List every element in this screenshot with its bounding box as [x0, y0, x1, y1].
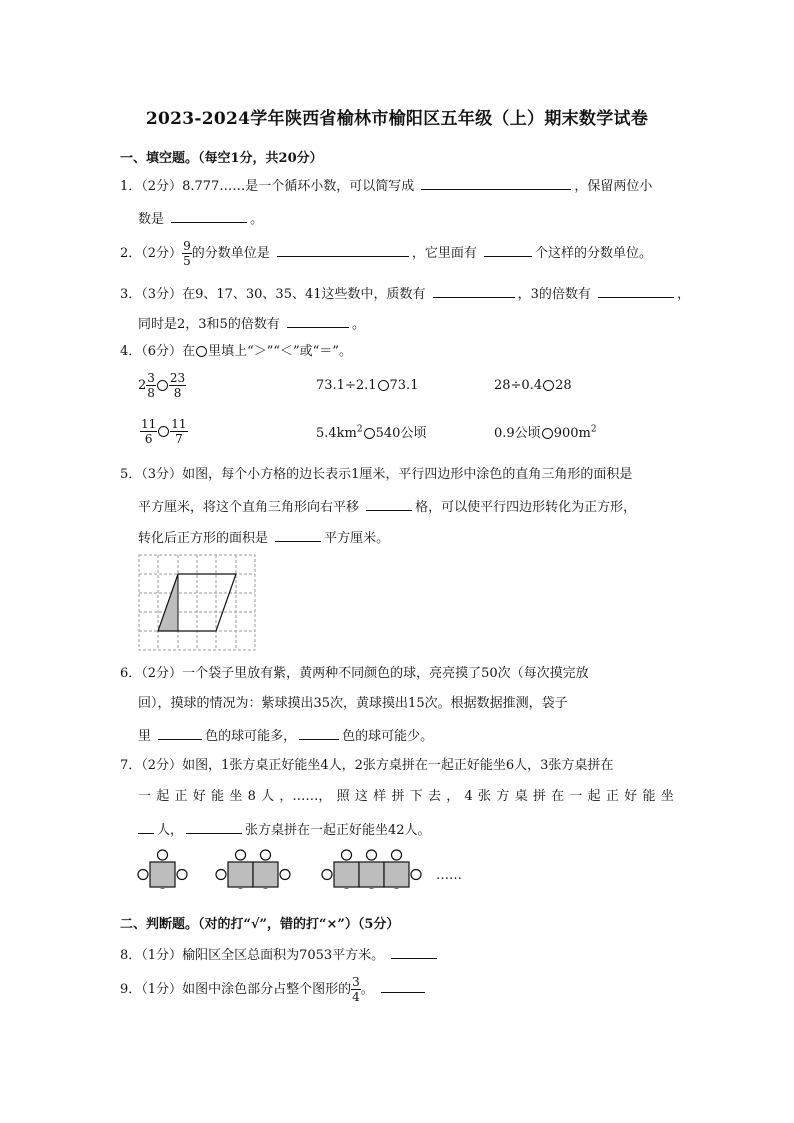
- question-6-line-1: [120, 665, 589, 683]
- question-number: 5．: [120, 467, 142, 482]
- question-text: 榆阳区全区总面积为7053平方米。: [182, 948, 385, 963]
- answer-blank[interactable]: [138, 819, 154, 834]
- question-text: 格，可以使平行四边形转化为正方形，: [415, 500, 637, 515]
- question-text: 平方厘米。: [324, 531, 390, 546]
- section-heading-true-false: 二、判断题。（对的打“√”，错的打“×”）（5分）: [120, 917, 400, 932]
- question-4: [120, 343, 352, 361]
- question-text: 数是: [138, 212, 165, 227]
- question-6-line-2: [138, 695, 568, 713]
- parallelogram-grid-figure: [138, 554, 256, 651]
- question-text-char: 好: [192, 789, 206, 804]
- compare-item-6: 0.9公顷 $900m^2$: [494, 424, 597, 441]
- question-text-char: 桌: [514, 789, 528, 804]
- fraction: $\frac{11}{7}$: [171, 417, 187, 446]
- question-text: 回），摸球的情况为：紫球摸出35次，黄球摸出15次。根据数据推测，袋子: [138, 696, 568, 711]
- question-text: 的分数单位是: [191, 246, 270, 261]
- question-text: 。: [351, 317, 365, 332]
- question-text: 一个袋子里放有紫，黄两种不同颜色的球，亮亮摸了50次（每次摸完放: [182, 666, 589, 681]
- question-text: 转化后正方形的面积是: [138, 531, 269, 546]
- two-tables: [216, 850, 290, 889]
- question-number: 3．: [120, 287, 142, 302]
- question-text: 如图，每个小方格的边长表示1厘米，平行四边形中涂色的直角三角形的面积是: [182, 467, 633, 482]
- question-number: 6．: [120, 666, 142, 681]
- question-number: 1．: [120, 179, 142, 194]
- question-text-char: 拼: [391, 789, 405, 804]
- dashed-grid: [139, 555, 255, 650]
- question-text: 里填上“＞”“＜”或“＝”。: [208, 344, 352, 359]
- question-text: 在: [182, 344, 196, 359]
- question-text: 人，: [157, 823, 184, 838]
- question-text-char: 拼: [532, 789, 546, 804]
- question-score: （1分）: [141, 982, 183, 997]
- fraction: $\frac{11}{6}$: [141, 417, 157, 446]
- answer-blank[interactable]: [381, 978, 425, 993]
- question-score: （2分）: [141, 246, 183, 261]
- question-text: 。: [360, 982, 374, 997]
- answer-blank[interactable]: [391, 944, 437, 959]
- question-text-char: 照: [336, 789, 350, 804]
- question-text-char: 一: [569, 789, 583, 804]
- question-text-char: 下: [409, 789, 423, 804]
- compare-circle[interactable]: [542, 428, 553, 439]
- question-1-line-2: [138, 208, 263, 229]
- question-5-line-2: [138, 496, 636, 517]
- question-text: 在9、17、30、35、41这些数中，质数有: [182, 287, 426, 302]
- question-5-line-3: [138, 527, 389, 548]
- whole-number: 2: [138, 378, 147, 393]
- question-6-line-3: [138, 725, 433, 746]
- fraction: $\frac{3}{8}$: [147, 371, 155, 400]
- circle-icon: [196, 346, 207, 357]
- question-9: [120, 976, 428, 1003]
- question-text-char: 起: [587, 789, 601, 804]
- fraction: $\frac{9}{5}$: [183, 239, 191, 268]
- question-text-char: 4: [464, 789, 473, 804]
- question-text: ，它里面有: [411, 246, 477, 261]
- answer-blank[interactable]: [299, 725, 339, 740]
- answer-blank[interactable]: [484, 242, 532, 257]
- three-tables: [322, 850, 421, 889]
- question-text-char: 正: [174, 789, 188, 804]
- question-text: 平方厘米，将这个直角三角形向右平移: [138, 500, 360, 515]
- question-text-char: 这: [354, 789, 368, 804]
- fraction: $\frac{23}{8}$: [169, 371, 186, 400]
- compare-circle[interactable]: [364, 428, 375, 439]
- question-score: （2分）: [141, 758, 183, 773]
- question-number: 2．: [120, 246, 142, 261]
- answer-blank[interactable]: [598, 283, 674, 298]
- question-text-char: 能: [211, 789, 225, 804]
- question-3-line-1: [120, 283, 690, 304]
- page-title: 2023-2024学年陕西省榆林市榆阳区五年级（上）期末数学试卷: [145, 109, 649, 129]
- answer-blank[interactable]: [433, 283, 515, 298]
- question-text-char: ，: [446, 789, 460, 804]
- question-text: 。: [250, 212, 264, 227]
- question-number: 4．: [120, 344, 142, 359]
- answer-blank[interactable]: [275, 527, 321, 542]
- question-text-char: 在: [551, 789, 565, 804]
- one-table: [138, 850, 187, 889]
- question-text-char: 能: [642, 789, 656, 804]
- answer-blank[interactable]: [158, 725, 202, 740]
- compare-circle[interactable]: [158, 426, 169, 437]
- fraction: $\frac{3}{4}$: [352, 975, 360, 1004]
- question-text-char: 坐: [660, 789, 674, 804]
- compare-circle[interactable]: [157, 380, 168, 391]
- question-score: （2分）: [141, 666, 183, 681]
- question-text: 个这样的分数单位。: [535, 246, 653, 261]
- compare-item-3: 28÷0.4 28: [494, 378, 572, 393]
- question-score: （2分）: [141, 179, 183, 194]
- compare-item-5: $5.4km^2$ 540公顷: [316, 424, 427, 441]
- question-text: 如图，1张方桌正好能坐4人，2张方桌拼在一起正好能坐6人，3张方桌拼在: [182, 758, 614, 773]
- question-text: 色的球可能少。: [342, 729, 434, 744]
- question-text: 张方桌拼在一起正好能坐42人。: [245, 823, 431, 838]
- question-text-char: 一: [138, 789, 152, 804]
- question-7-line-2: [138, 788, 674, 806]
- question-score: （3分）: [141, 287, 183, 302]
- compare-item-4: [140, 418, 188, 445]
- question-7-line-3: [138, 819, 431, 840]
- compare-item-1: [138, 372, 186, 399]
- ellipsis: ……: [436, 868, 462, 883]
- question-text: 如图中涂色部分占整个图形的: [182, 982, 352, 997]
- question-1-line-1: [120, 175, 652, 196]
- question-text-char: 样: [373, 789, 387, 804]
- compare-item-2: 73.1÷2.1 73.1: [316, 378, 419, 393]
- question-number: 8．: [120, 948, 142, 963]
- question-score: （6分）: [141, 344, 183, 359]
- question-text: ，3的倍数有: [517, 287, 591, 302]
- question-text-char: 起: [156, 789, 170, 804]
- answer-blank[interactable]: [366, 496, 412, 511]
- answer-blank[interactable]: [277, 242, 409, 257]
- question-2: [120, 240, 652, 267]
- question-3-line-2: [138, 313, 365, 334]
- square-tables-figure: [136, 845, 466, 889]
- question-text: 里: [138, 729, 152, 744]
- question-text-char: 人: [261, 789, 275, 804]
- question-text: 色的球可能多，: [205, 729, 297, 744]
- question-7-line-1: [120, 757, 613, 775]
- question-text: ，保留两位小: [574, 179, 653, 194]
- question-text: 同时是2，3和5的倍数有: [138, 317, 280, 332]
- compare-circle[interactable]: [543, 380, 554, 391]
- question-score: （1分）: [141, 948, 183, 963]
- question-text-char: 好: [624, 789, 638, 804]
- question-8: [120, 944, 440, 965]
- question-score: （3分）: [141, 467, 183, 482]
- question-text-char: 8: [247, 789, 256, 804]
- question-text-char: 正: [605, 789, 619, 804]
- question-number: 9．: [120, 982, 142, 997]
- question-text-char: 去: [427, 789, 441, 804]
- question-5-line-1: [120, 466, 632, 484]
- question-text: ，: [677, 287, 691, 302]
- question-text-char: 张: [478, 789, 492, 804]
- section-heading-fill-in: 一、填空题。（每空1分，共20分）: [120, 151, 323, 166]
- question-text-char: 坐: [229, 789, 243, 804]
- answer-blank[interactable]: [171, 208, 247, 223]
- question-text: 8.777……是一个循环小数，可以简写成: [182, 179, 415, 194]
- answer-blank[interactable]: [186, 819, 242, 834]
- question-text-char: ，……，: [279, 789, 332, 804]
- answer-blank[interactable]: [421, 175, 571, 190]
- answer-blank[interactable]: [287, 313, 349, 328]
- compare-circle[interactable]: [378, 380, 389, 391]
- question-text-char: 方: [496, 789, 510, 804]
- question-number: 7．: [120, 758, 142, 773]
